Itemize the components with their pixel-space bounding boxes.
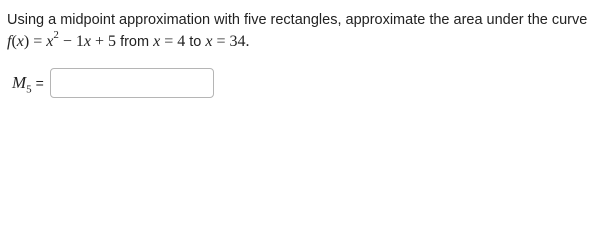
answer-label [12,73,32,96]
function-name: f [7,33,12,50]
question-line-2 [7,28,587,52]
open-paren: ( [11,33,17,50]
plus-sign: + [95,33,105,50]
upper-bound-equals: = [216,33,226,50]
lower-bound-value: 4 [177,33,186,50]
upper-bound-value: 34. [229,33,250,50]
constant-term: 5 [108,33,117,50]
question-text [7,10,587,52]
answer-label-subscript: 5 [26,83,32,96]
linear-variable: x [83,33,91,50]
lower-bound-variable: x [153,33,161,50]
function-variable: x [16,33,24,50]
answer-equals-sign: = [35,75,44,91]
question-line-1: Using a midpoint approximation with five rectangles, approximate the area under the curve [7,12,588,28]
upper-bound-variable: x [205,33,213,50]
equals-sign: = [33,33,43,50]
base-variable: x [46,33,54,50]
lower-bound-equals: = [164,33,174,50]
upper-bound [205,33,249,50]
answer-input[interactable] [50,68,214,98]
lower-bound [153,33,185,50]
function-expression [7,28,117,50]
to-text: to [189,34,202,50]
answer-row [12,67,214,99]
minus-sign: − [62,33,72,50]
exponent: 2 [53,28,59,41]
answer-label-letter: M [12,73,27,92]
close-paren: ) [23,33,30,50]
from-text: from [120,34,150,50]
linear-coefficient: 1 [75,33,84,50]
